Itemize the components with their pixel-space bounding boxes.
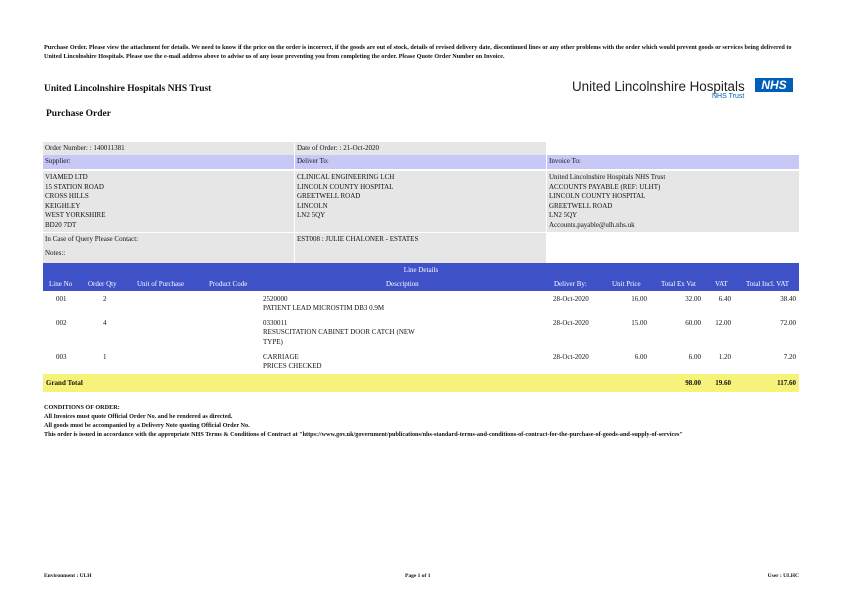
grand-total-row [43,374,799,392]
total-incl-vat: 7.20 [783,353,796,361]
col-total-ex-vat: Total Ex Vat [661,280,696,288]
grand-total-incl-vat: 117.60 [777,379,796,387]
grand-total-ex-vat: 98.00 [685,379,701,387]
po-notice: Purchase Order. Please view the attachment for details. We need to know if the price on the order is incorrect, if the goods are out of stock, details of revised delivery date, discontinued lines or any other problems with the order which would prevent goods or services being delivered to United Lincolnshire Hospitals. Please use the e-mail address above to advise us of any issue preventing you from completing the order. Please Quote Order Number on Invoice. [44,44,792,60]
table-row [43,319,799,349]
condition-line: All goods must be accompanied by a Delivery Note quoting Official Order No. [44,422,250,429]
total-incl-vat: 72.00 [780,319,796,327]
col-vat: VAT [715,280,728,288]
deliver-by: 28-Oct-2020 [553,295,589,303]
total-ex-vat: 60.00 [685,319,701,327]
line-details-title: Line Details [43,263,799,277]
supplier-label: Supplier: [43,155,294,169]
deliver-to-label: Deliver To: [295,155,546,169]
col-product-code: Product Code [209,280,248,288]
description: 2520000 PATIENT LEAD MICROSTIM DB3 0.9M [263,295,385,313]
unit-price: 16.00 [631,295,647,303]
deliver-address: CLINICAL ENGINEERING LCH LINCOLN COUNTY HOSPITAL GREETWELL ROAD LINCOLN LN2 5QY [295,171,546,232]
line-no: 001 [56,295,67,303]
col-total-incl-vat: Total Incl. VAT [746,280,789,288]
order-number: Order Number: : 140011381 [43,142,294,155]
line-no: 003 [56,353,67,361]
col-order-qty: Order Qty [88,280,117,288]
vat: 12.00 [715,319,731,327]
invoice-to-label: Invoice To: [547,155,799,169]
description: 0330011 RESUSCITATION CABINET DOOR CATCH (NEW TYPE) [263,319,415,346]
invoice-address: United Lincolnshire Hospitals NHS Trust ACCOUNTS PAYABLE (REF: ULHT) LINCOLN COUNTY HOSPITAL GREETWELL ROAD LN2 5QY Accounts.payable@ulh.nhs.uk [547,171,799,232]
total-ex-vat: 6.00 [688,353,701,361]
total-ex-vat: 32.00 [685,295,701,303]
trust-logo [572,76,798,102]
trust-name: United Lincolnshire Hospitals NHS Trust [44,84,212,94]
col-unit-price: Unit Price [612,280,641,288]
conditions-heading: CONDITIONS OF ORDER: [44,404,120,411]
col-description: Description [386,280,419,288]
vat: 1.20 [718,353,731,361]
footer-environment: Environment : ULH [44,573,92,579]
deliver-by: 28-Oct-2020 [553,353,589,361]
document-title: Purchase Order [46,109,111,119]
logo-subtext: NHS Trust [712,93,745,100]
notes-label: Notes:: [43,247,294,263]
nhs-logo-icon: NHS [755,78,793,92]
order-qty: 1 [103,353,107,361]
col-deliver-by: Deliver By: [554,280,587,288]
footer-user: User : ULHC [767,573,799,579]
order-date: Date of Order: : 21-Oct-2020 [295,142,546,155]
grand-total-vat: 19.60 [715,379,731,387]
table-row [43,295,799,317]
unit-price: 6.00 [634,353,647,361]
deliver-by: 28-Oct-2020 [553,319,589,327]
logo-text: United Lincolnshire Hospitals [572,79,745,94]
query-contact: EST008 : JULIE CHALONER - ESTATES [295,233,546,263]
table-row [43,353,799,373]
col-unit-of-purchase: Unit of Purchase [137,280,185,288]
col-line-no: Line No [49,280,73,288]
condition-line: All Invoices must quote Official Order No. and be rendered as directed. [44,413,233,420]
description: CARRIAGE PRICES CHECKED [263,353,322,371]
grand-total-label: Grand Total [46,379,83,387]
condition-line: This order is issued in accordance with the appropriate NHS Terms & Conditions of Contract at "https://www.gov.uk/government/publications/nhs-standard-terms-and-conditions-of-contract-for-the-purchase-of-goods-and-supply-of-services" [44,431,683,438]
line-details-header [43,277,799,291]
conditions-of-order [44,403,794,439]
supplier-address: VIAMED LTD 15 STATION ROAD CROSS HILLS KEIGHLEY WEST YORKSHIRE BD20 7DT [43,171,294,232]
line-no: 002 [56,319,67,327]
vat: 6.40 [718,295,731,303]
order-qty: 4 [103,319,107,327]
query-contact-label: In Case of Query Please Contact: [43,233,294,247]
order-qty: 2 [103,295,107,303]
footer-page-number: Page 1 of 1 [405,573,431,579]
unit-price: 15.00 [631,319,647,327]
total-incl-vat: 38.40 [780,295,796,303]
